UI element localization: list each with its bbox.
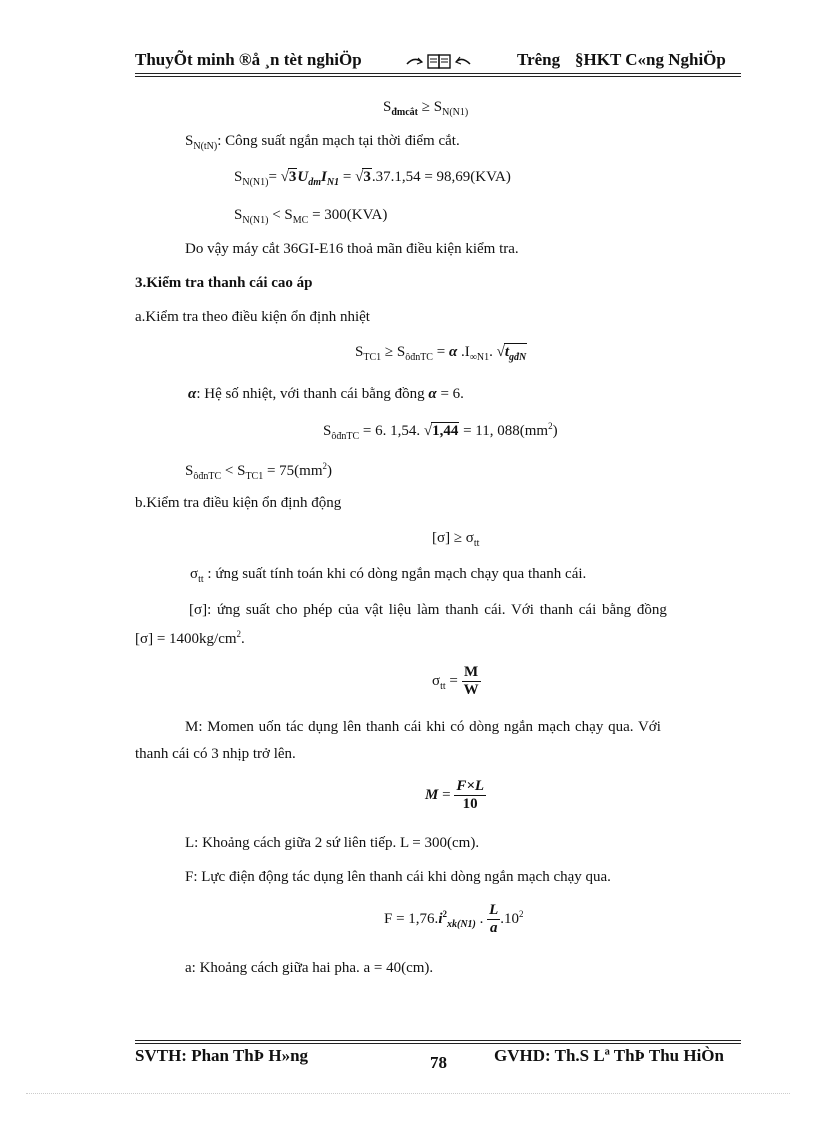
section-heading: 3.Kiểm tra thanh cái cao áp bbox=[135, 275, 313, 291]
phase-distance-def: a: Khoảng cách giữa hai pha. a = 40(cm). bbox=[185, 960, 434, 976]
header-right: §HKT C«ng NghiÖp bbox=[575, 50, 726, 69]
header-rule-2 bbox=[135, 76, 741, 77]
moment-def-line2: thanh cái có 3 nhịp trở lên. bbox=[135, 746, 296, 762]
formula-breaker-condition: $S_{đmcắt} \ge S_{N(N1)}$ bbox=[383, 99, 469, 118]
allowable-stress-line1: [σ]: ứng suất cho phép của vật liệu làm thanh cái. Với thanh cái bằng đồng bbox=[189, 602, 667, 618]
footer-student: SVTH: Phan ThÞ H»ng bbox=[135, 1046, 309, 1065]
formula-force: $F = 1,76.i^2_{xk(N1)}$ . $\frac{L}{a}$ $.10^2$ bbox=[384, 902, 524, 937]
conclusion-line: Do vậy máy cắt 36GI-E16 thoả mãn điều kiện kiểm tra. bbox=[185, 241, 519, 257]
header-left: ThuyÕt minh ®å ¸n tèt nghiÖp bbox=[135, 50, 362, 69]
footer-rule bbox=[135, 1040, 741, 1041]
footer-advisor: GVHD: Th.S Lª ThÞ Thu HiÒn bbox=[494, 1046, 724, 1065]
span-length-def: L: Khoảng cách giữa 2 sứ liên tiếp. L = 300(cm). bbox=[185, 835, 480, 851]
subsection-thermal: a.Kiểm tra theo điều kiện ổn định nhiệt bbox=[135, 309, 370, 325]
formula-power-compare: $S_{N(N1)} < S_{MC} = 300(KVA)$ bbox=[234, 207, 388, 226]
thermal-coefficient-def: α: Hệ số nhiệt, với thanh cái bằng đồng α = 6. bbox=[188, 386, 464, 402]
formula-section-compare: $S_{ôđnTC} < S_{TC1} = 75(mm^2)$ bbox=[185, 461, 333, 482]
book-icon bbox=[404, 52, 474, 75]
moment-def-line1: M: Momen uốn tác dụng lên thanh cái khi có dòng ngắn mạch chạy qua. Với bbox=[185, 719, 661, 735]
header-right-prefix: Trêng bbox=[517, 50, 561, 69]
header-rule bbox=[135, 73, 741, 74]
subsection-dynamic: b.Kiểm tra điều kiện ổn định động bbox=[135, 495, 342, 511]
formula-dynamic-condition: $[\sigma] \ge \sigma_{tt}$ bbox=[432, 530, 480, 549]
footer-rule-2 bbox=[135, 1043, 741, 1044]
formula-short-circuit-power: $S_{N(N1)}= √3U_{dm}I_{N1} = √3.37.1,54 = 98,69(KVA)$ bbox=[234, 169, 511, 188]
formula-thermal-calc: $S_{ôđnTC} = 6$. 1,54. √1,44 = 11, $088(mm^2)$ bbox=[323, 421, 558, 442]
stress-def: $\sigma_{tt}$ : ứng suất tính toán khi có dòng ngắn mạch chạy qua thanh cái. bbox=[190, 566, 587, 585]
formula-thermal-stability: $S_{TC1} \ge S_{ôđnTC} = \alpha$ $.I_{\infty N1}$. $√t_{gđN}$ bbox=[355, 344, 527, 363]
short-circuit-power-def: $S_{N(tN)}$: Công suất ngắn mạch tại thời điểm cắt. bbox=[185, 133, 460, 152]
allowable-stress-line2: $[\sigma] = 1400kg/cm^2$. bbox=[135, 629, 245, 647]
formula-moment: M = $\frac{F\times L}{10}$ bbox=[425, 778, 485, 813]
page-number: 78 bbox=[430, 1053, 447, 1072]
force-def: F: Lực điện động tác dụng lên thanh cái khi dòng ngắn mạch chạy qua. bbox=[185, 869, 611, 885]
page-edge-dots bbox=[26, 1093, 790, 1094]
formula-stress: $\sigma_{tt}$ = $\frac{M}{W}$ bbox=[432, 664, 479, 699]
